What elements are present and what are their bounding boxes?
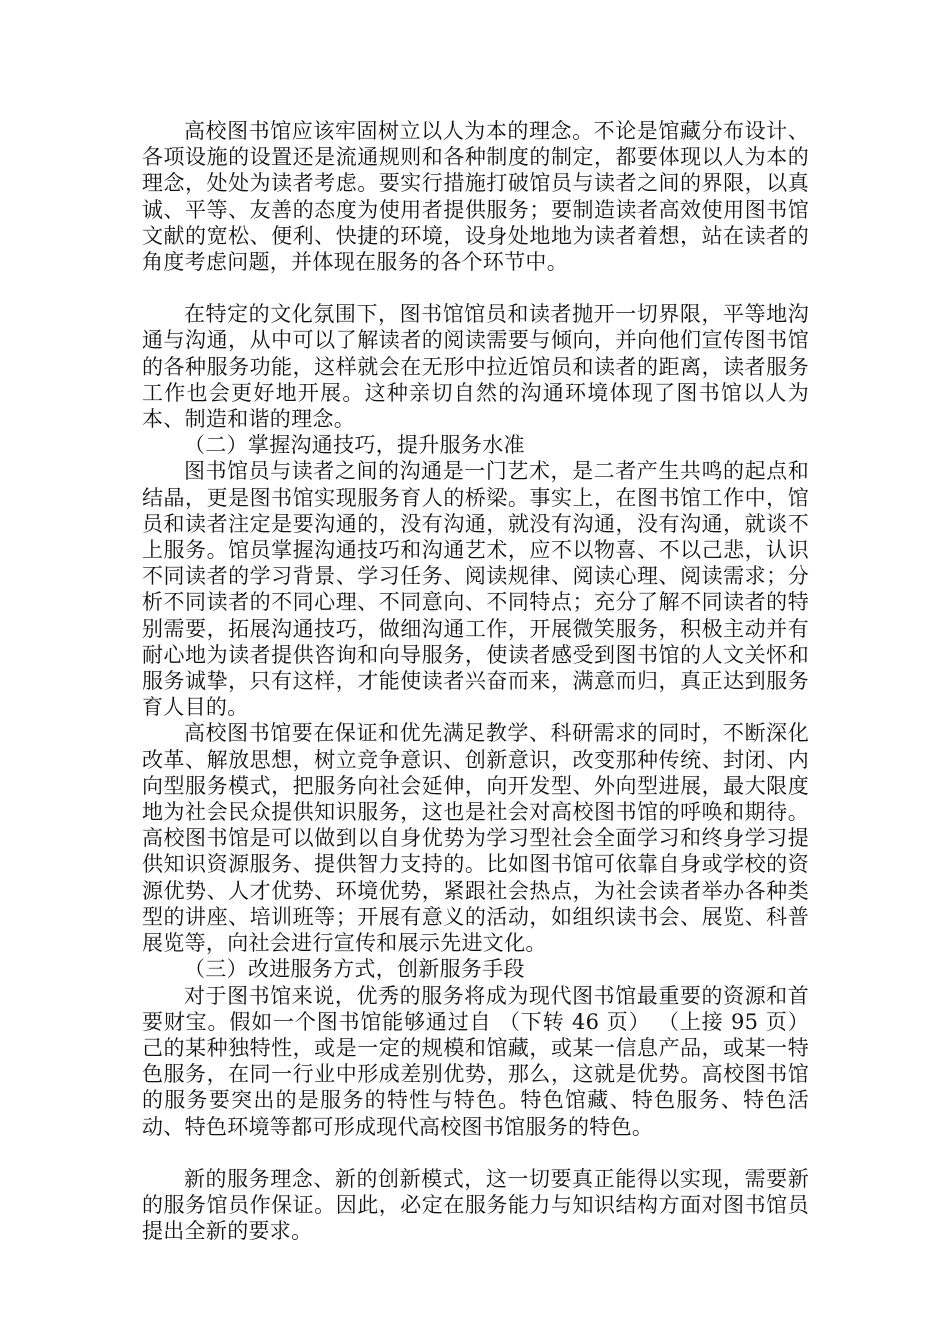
paragraph-5: 对于图书馆来说，优秀的服务将成为现代图书馆最重要的资源和首要财宝。假如一个图书馆能够通过自 （下转 46 页） （上接 95 页） 己的某种独特性，或是一定的规模和馆藏，或某一信息产品，或某一特色服务，在同一行业中形成差别优势，那么，这就是优势。高校图书馆的服务要突出的是服务的特性与特色。特色馆藏、特色服务、特色活动、特色环境等都可形成现代高校图书馆服务的特色。 [142,983,809,1139]
paragraph-2: 在特定的文化氛围下，图书馆馆员和读者抛开一切界限，平等地沟通与沟通，从中可以了解读者的阅读需要与倾向，并向他们宣传图书馆的各种服务功能，这样就会在无形中拉近馆员和读者的距离，读者服务工作也会更好地开展。这种亲切自然的沟通环境体现了图书馆以人为本、制造和谐的理念。 [142,302,809,432]
section-heading-2: （二）掌握沟通技巧，提升服务水准 [184,433,525,458]
paragraph-4: 高校图书馆要在保证和优先满足教学、科研需求的同时，不断深化改革、解放思想，树立竞争意识、创新意识，改变那种传统、封闭、内向型服务模式，把服务向社会延伸，向开发型、外向型进展，最大限度地为社会民众提供知识服务，这也是社会对高校图书馆的呼唤和期待。高校图书馆是可以做到以自身优势为学习型社会全面学习和终身学习提供知识资源服务、提供智力支持的。比如图书馆可依靠自身或学校的资源优势、人才优势、环境优势，紧跟社会热点，为社会读者举办各种类型的讲座、培训班等；开展有意义的活动，如组织读书会、展览、科普展览等，向社会进行宣传和展示先进文化。 [142,721,809,956]
section-heading-3: （三）改进服务方式，创新服务手段 [184,957,525,982]
paragraph-3: 图书馆员与读者之间的沟通是一门艺术，是二者产生共鸣的起点和结晶，更是图书馆实现服务育人的桥梁。事实上，在图书馆工作中，馆员和读者注定是要沟通的，没有沟通，就没有沟通，没有沟通，就谈不上服务。馆员掌握沟通技巧和沟通艺术，应不以物喜、不以己悲，认识不同读者的学习背景、学习任务、阅读规律、阅读心理、阅读需求；分析不同读者的不同心理、不同意向、不同特点；充分了解不同读者的特别需要，拓展沟通技巧，做细沟通工作，开展微笑服务，积极主动并有耐心地为读者提供咨询和向导服务，使读者感受到图书馆的人文关怀和服务诚挚，只有这样，才能使读者兴奋而来，满意而归，真正达到服务育人目的。 [142,459,809,720]
document-page [142,118,809,1244]
paragraph-6: 新的服务理念、新的创新模式，这一切要真正能得以实现，需要新的服务馆员作保证。因此，必定在服务能力与知识结构方面对图书馆员提出全新的要求。 [142,1166,809,1244]
paragraph-1: 高校图书馆应该牢固树立以人为本的理念。不论是馆藏分布设计、各项设施的设置还是流通规则和各种制度的制定，都要体现以人为本的理念，处处为读者考虑。要实行措施打破馆员与读者之间的界限，以真诚、平等、友善的态度为使用者提供服务；要制造读者高效使用图书馆文献的宽松、便利、快捷的环境，设身处地地为读者着想，站在读者的角度考虑问题，并体现在服务的各个环节中。 [142,119,809,275]
